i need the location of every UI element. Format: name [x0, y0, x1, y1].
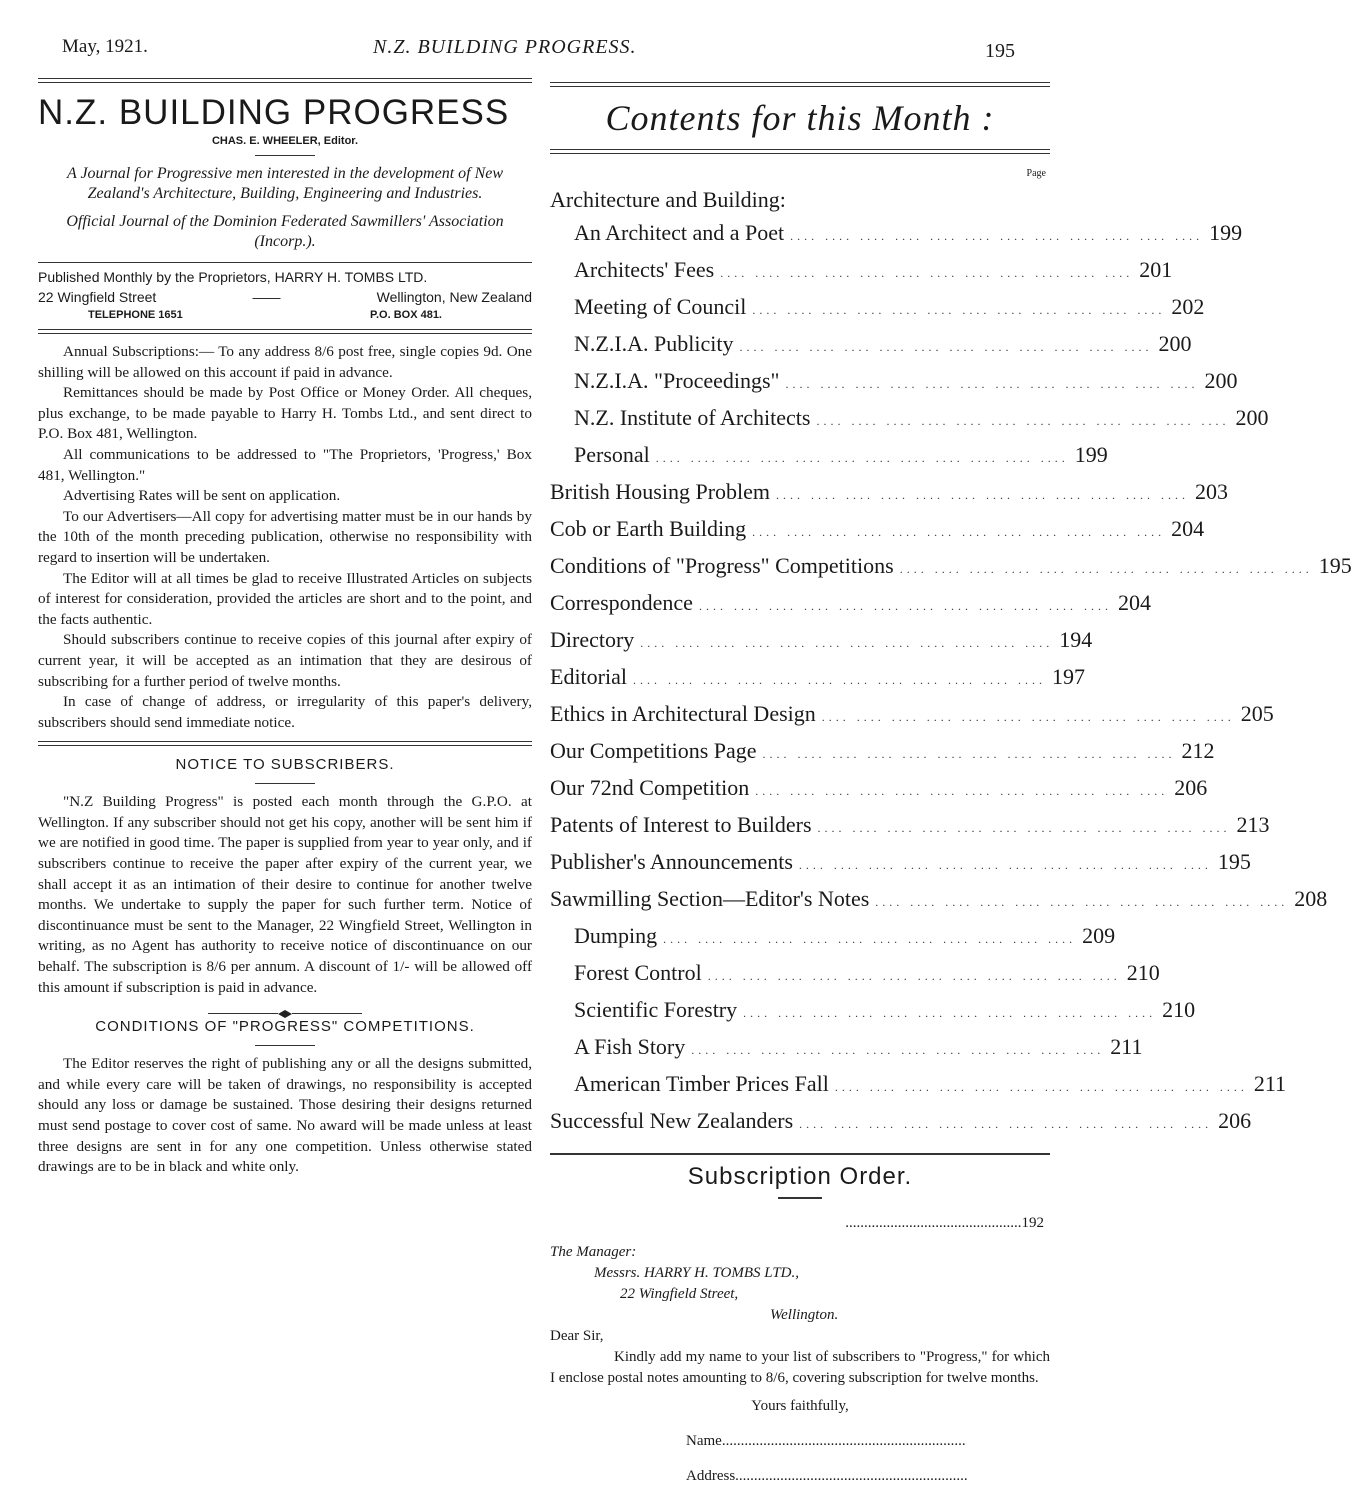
toc-leader-dots: .... .... .... .... .... .... .... .... .... .... .... .... [776, 488, 1190, 502]
page-column-label: Page [1026, 168, 1046, 179]
toc-entry-page: 195 [1318, 553, 1352, 578]
toc-leader-dots: .... .... .... .... .... .... .... .... .... .... .... .... [640, 636, 1054, 650]
toc-entry-page: 200 [1158, 331, 1192, 356]
toc-leader-dots: .... .... .... .... .... .... .... .... .... .... .... .... [720, 266, 1134, 280]
table-of-contents [550, 183, 1352, 1141]
address-dash: —— [252, 289, 281, 305]
terms-paragraph: All communications to be addressed to "The Proprietors, 'Progress,' Box 481, Wellington." [38, 445, 532, 484]
toc-entry [550, 808, 1270, 845]
toc-entry [550, 549, 1352, 586]
toc-entry-title: An Architect and a Poet [574, 220, 785, 245]
left-column [38, 78, 532, 1178]
toc-leader-dots: .... .... .... .... .... .... .... .... .... .... .... .... [655, 451, 1069, 465]
toc-leader-dots: .... .... .... .... .... .... .... .... .... .... .... .... [799, 1117, 1213, 1131]
terms-paragraph: Advertising Rates will be sent on application. [63, 487, 341, 505]
telephone: TELEPHONE 1651 [88, 309, 183, 321]
terms-paragraph: To our Advertisers—All copy for advertising matter must be in our hands by the 10th of the month preceding publication, otherwise no responsibility with regard to insertion will be undertaken. [38, 507, 532, 566]
toc-entry-title: Correspondence [550, 590, 693, 615]
toc-entry-page: 206 [1174, 775, 1208, 800]
address-row [38, 289, 532, 305]
toc-entry-title: British Housing Problem [550, 479, 771, 504]
toc-leader-dots: .... .... .... .... .... .... .... .... .... .... .... .... [762, 747, 1176, 761]
masthead-title: N.Z. BUILDING PROGRESS [38, 93, 510, 132]
double-rule [38, 741, 532, 746]
toc-entry [550, 290, 1205, 327]
double-rule [38, 78, 532, 83]
toc-leader-dots: .... .... .... .... .... .... .... .... .... .... .... .... [790, 229, 1204, 243]
toc-entry-title: Directory [550, 627, 635, 652]
toc-entry-page: 202 [1171, 294, 1205, 319]
toc-entry [550, 734, 1215, 771]
toc-entry-title: Cob or Earth Building [550, 516, 747, 541]
toc-entry [550, 253, 1173, 290]
toc-entry-page: 204 [1171, 516, 1205, 541]
firm-name: Messrs. HARRY H. TOMBS LTD., [594, 1265, 800, 1281]
order-body: Kindly add my name to your list of subscribers to "Progress," for which I enclose postal notes amounting to 8/6, covering subscription for twelve months. [550, 1349, 1050, 1386]
address-city: Wellington, New Zealand [376, 289, 532, 305]
toc-entry-page: 208 [1294, 886, 1328, 911]
conditions-text: The Editor reserves the right of publishing any or all the designs submitted, and while every care will be taken of drawings, no responsibility is accepted should any loss or damage be sustained. Those desiring their designs returned must send postage to cover cost of same. No award will be made unless at least three designs are sent in for any one competition. Unless otherwise stated drawings are to be in black and white only. [38, 1055, 532, 1176]
double-rule [38, 329, 532, 334]
toc-leader-dots: .... .... .... .... .... .... .... .... .... .... .... .... [875, 895, 1289, 909]
notice-title: NOTICE TO SUBSCRIBERS. [175, 756, 395, 774]
divider [38, 262, 532, 263]
toc-leader-dots: .... .... .... .... .... .... .... .... .... .... .... .... [785, 377, 1199, 391]
toc-entry [550, 327, 1192, 364]
toc-leader-dots: .... .... .... .... .... .... .... .... .... .... .... .... [798, 858, 1212, 872]
toc-entry-title: Publisher's Announcements [550, 849, 793, 874]
toc-entry-title: N.Z.I.A. Publicity [574, 331, 734, 356]
firm-street: 22 Wingfield Street, [620, 1286, 739, 1302]
toc-entry [550, 771, 1208, 808]
short-rule [255, 1045, 315, 1046]
editor-credit: CHAS. E. WHEELER, Editor. [211, 135, 359, 147]
page-number: 195 [985, 40, 1015, 62]
toc-entry-page: 195 [1217, 849, 1251, 874]
toc-entry-page: 212 [1181, 738, 1215, 763]
running-header [0, 30, 1114, 70]
toc-entry-title: American Timber Prices Fall [574, 1071, 829, 1096]
short-rule [778, 1197, 822, 1199]
toc-entry-page: 194 [1059, 627, 1093, 652]
toc-entry [550, 475, 1229, 512]
toc-entry [550, 660, 1085, 697]
notice-text: "N.Z Building Progress" is posted each month through the G.P.O. at Wellington. If any subscriber should not get his copy, another will be sent him if we are notified in good time. The paper is supplied from year to year only, and if subscribers continue to receive the paper after expiry of the current year, we shall accept it as an intimation of their desire to continue for another twelve months. We undertake to supply the paper for such further term. Notice of discontinuance must be sent to the Manager, 22 Wingfield Street, Wellington in writing, as no Agent has authority to receive notice of discontinuance on our behalf. The subscription is 8/6 per annum. A discount of 1/- will be allowed off this amount if subscription is paid in advance. [38, 793, 532, 996]
running-title: N.Z. BUILDING PROGRESS. [373, 36, 637, 58]
toc-entry-page: 213 [1236, 812, 1270, 837]
toc-entry-title: Conditions of "Progress" Competitions [550, 553, 894, 578]
terms-paragraph: Annual Subscriptions:— To any address 8/6 post free, single copies 9d. One shilling will be allowed on this account if paid in advance. [38, 343, 532, 381]
toc-list [550, 216, 1352, 1141]
toc-entry [550, 697, 1274, 734]
addressee: The Manager: [550, 1244, 637, 1260]
journal-description: A Journal for Progressive men interested in the development of New Zealand's Architecture, Building, Engineering and Industries. [66, 165, 504, 202]
toc-leader-dots: .... .... .... .... .... .... .... .... .... .... .... .... [821, 710, 1235, 724]
toc-leader-dots: .... .... .... .... .... .... .... .... .... .... .... .... [707, 969, 1121, 983]
name-field[interactable]: Name................................................................. [686, 1433, 966, 1450]
toc-entry-page: 210 [1162, 997, 1196, 1022]
toc-entry [550, 919, 1116, 956]
toc-entry-page: 211 [1253, 1071, 1286, 1096]
toc-entry [550, 438, 1108, 475]
subscription-form [550, 1213, 1050, 1487]
short-rule [255, 155, 315, 156]
address-field[interactable]: Address.............................................................. [686, 1468, 968, 1485]
toc-entry [550, 1067, 1286, 1104]
ornament-divider [38, 1004, 532, 1012]
toc-entry-title: Successful New Zealanders [550, 1108, 794, 1133]
toc-entry-title: Architects' Fees [574, 257, 715, 282]
diamond-ornament-icon [278, 1010, 292, 1018]
official-journal: Official Journal of the Dominion Federated Sawmillers' Association (Incorp.). [66, 213, 504, 250]
toc-entry-title: N.Z. Institute of Architects [574, 405, 811, 430]
toc-entry [550, 512, 1205, 549]
date-line[interactable]: ...............................................192 [845, 1215, 1044, 1231]
double-rule [550, 82, 1050, 87]
toc-leader-dots: .... .... .... .... .... .... .... .... .... .... .... .... [739, 340, 1153, 354]
contact-row [38, 309, 532, 321]
toc-entry-title: Patents of Interest to Builders [550, 812, 812, 837]
terms-paragraph: Remittances should be made by Post Office or Money Order. All cheques, plus exchange, to be made payable to Harry H. Tombs Ltd., and sent direct to P.O. Box 481, Wellington. [38, 384, 532, 443]
toc-entry-title: Editorial [550, 664, 627, 689]
toc-leader-dots: .... .... .... .... .... .... .... .... .... .... .... .... [632, 673, 1046, 687]
toc-entry-title: Scientific Forestry [574, 997, 738, 1022]
toc-entry-title: Forest Control [574, 960, 702, 985]
toc-entry-page: 197 [1051, 664, 1085, 689]
issue-date: May, 1921. [62, 36, 148, 57]
toc-entry-page: 203 [1195, 479, 1229, 504]
salutation: Dear Sir, [550, 1328, 604, 1344]
toc-entry-title: Our Competitions Page [550, 738, 757, 763]
toc-entry [550, 882, 1328, 919]
publisher-line: Published Monthly by the Proprietors, HARRY H. TOMBS LTD. [38, 269, 428, 285]
toc-entry-page: 201 [1139, 257, 1173, 282]
toc-entry [550, 216, 1243, 253]
firm-city: Wellington. [770, 1307, 839, 1323]
toc-entry [550, 1030, 1143, 1067]
toc-leader-dots: .... .... .... .... .... .... .... .... .... .... .... .... [752, 303, 1166, 317]
toc-entry-title: N.Z.I.A. "Proceedings" [574, 368, 780, 393]
toc-leader-dots: .... .... .... .... .... .... .... .... .... .... .... .... [691, 1043, 1105, 1057]
toc-entry-page: 209 [1082, 923, 1116, 948]
divider [550, 1153, 1050, 1155]
toc-entry [550, 623, 1093, 660]
toc-entry-title: Dumping [574, 923, 658, 948]
short-rule [255, 783, 315, 784]
toc-entry-page: 205 [1240, 701, 1274, 726]
toc-entry-page: 204 [1117, 590, 1151, 615]
toc-entry-page: 200 [1204, 368, 1238, 393]
toc-entry [550, 364, 1238, 401]
toc-entry-page: 210 [1126, 960, 1160, 985]
right-column [550, 82, 1352, 1487]
subscription-title: Subscription Order. [687, 1163, 913, 1190]
toc-leader-dots: .... .... .... .... .... .... .... .... .... .... .... .... [743, 1006, 1157, 1020]
terms-block [38, 342, 532, 733]
address-street: 22 Wingfield Street [38, 289, 157, 305]
terms-paragraph: Should subscribers continue to receive copies of this journal after expiry of current year, it will be accepted as an intimation that they are desirous of subscribing for a further period of twelve months. [38, 631, 532, 690]
toc-entry-title: Meeting of Council [574, 294, 747, 319]
toc-entry [550, 401, 1269, 438]
toc-section-heading: Architecture and Building: [550, 187, 786, 212]
toc-leader-dots: .... .... .... .... .... .... .... .... .... .... .... .... [817, 821, 1231, 835]
terms-paragraph: The Editor will at all times be glad to receive Illustrated Articles on subjects of interest for consideration, provided the articles are short and to the point, and the facts authentic. [38, 569, 532, 628]
toc-entry [550, 586, 1151, 623]
po-box: P.O. BOX 481. [370, 309, 442, 321]
toc-entry [550, 956, 1160, 993]
toc-leader-dots: .... .... .... .... .... .... .... .... .... .... .... .... [755, 784, 1169, 798]
terms-paragraph: In case of change of address, or irregularity of this paper's delivery, subscribers should send immediate notice. [38, 693, 532, 731]
toc-leader-dots: .... .... .... .... .... .... .... .... .... .... .... .... [752, 525, 1166, 539]
toc-leader-dots: .... .... .... .... .... .... .... .... .... .... .... .... [816, 414, 1230, 428]
toc-entry-title: Ethics in Architectural Design [550, 701, 816, 726]
toc-entry-page: 200 [1235, 405, 1269, 430]
toc-leader-dots: .... .... .... .... .... .... .... .... .... .... .... .... [698, 599, 1112, 613]
toc-entry [550, 845, 1251, 882]
double-rule [550, 149, 1050, 154]
toc-entry-page: 211 [1110, 1034, 1143, 1059]
toc-entry-page: 199 [1074, 442, 1108, 467]
toc-entry-page: 199 [1209, 220, 1243, 245]
toc-entry-title: A Fish Story [574, 1034, 686, 1059]
toc-entry-page: 206 [1218, 1108, 1252, 1133]
toc-leader-dots: .... .... .... .... .... .... .... .... .... .... .... .... [663, 932, 1077, 946]
toc-leader-dots: .... .... .... .... .... .... .... .... .... .... .... .... [834, 1080, 1248, 1094]
toc-leader-dots: .... .... .... .... .... .... .... .... .... .... .... .... [899, 562, 1313, 576]
closing: Yours faithfully, [751, 1398, 849, 1415]
contents-title: Contents for this Month : [605, 98, 995, 138]
toc-entry [550, 993, 1196, 1030]
toc-entry-title: Our 72nd Competition [550, 775, 750, 800]
toc-entry-title: Personal [574, 442, 650, 467]
toc-entry-title: Sawmilling Section—Editor's Notes [550, 886, 870, 911]
toc-entry [550, 1104, 1252, 1141]
conditions-title: CONDITIONS OF "PROGRESS" COMPETITIONS. [95, 1018, 475, 1036]
